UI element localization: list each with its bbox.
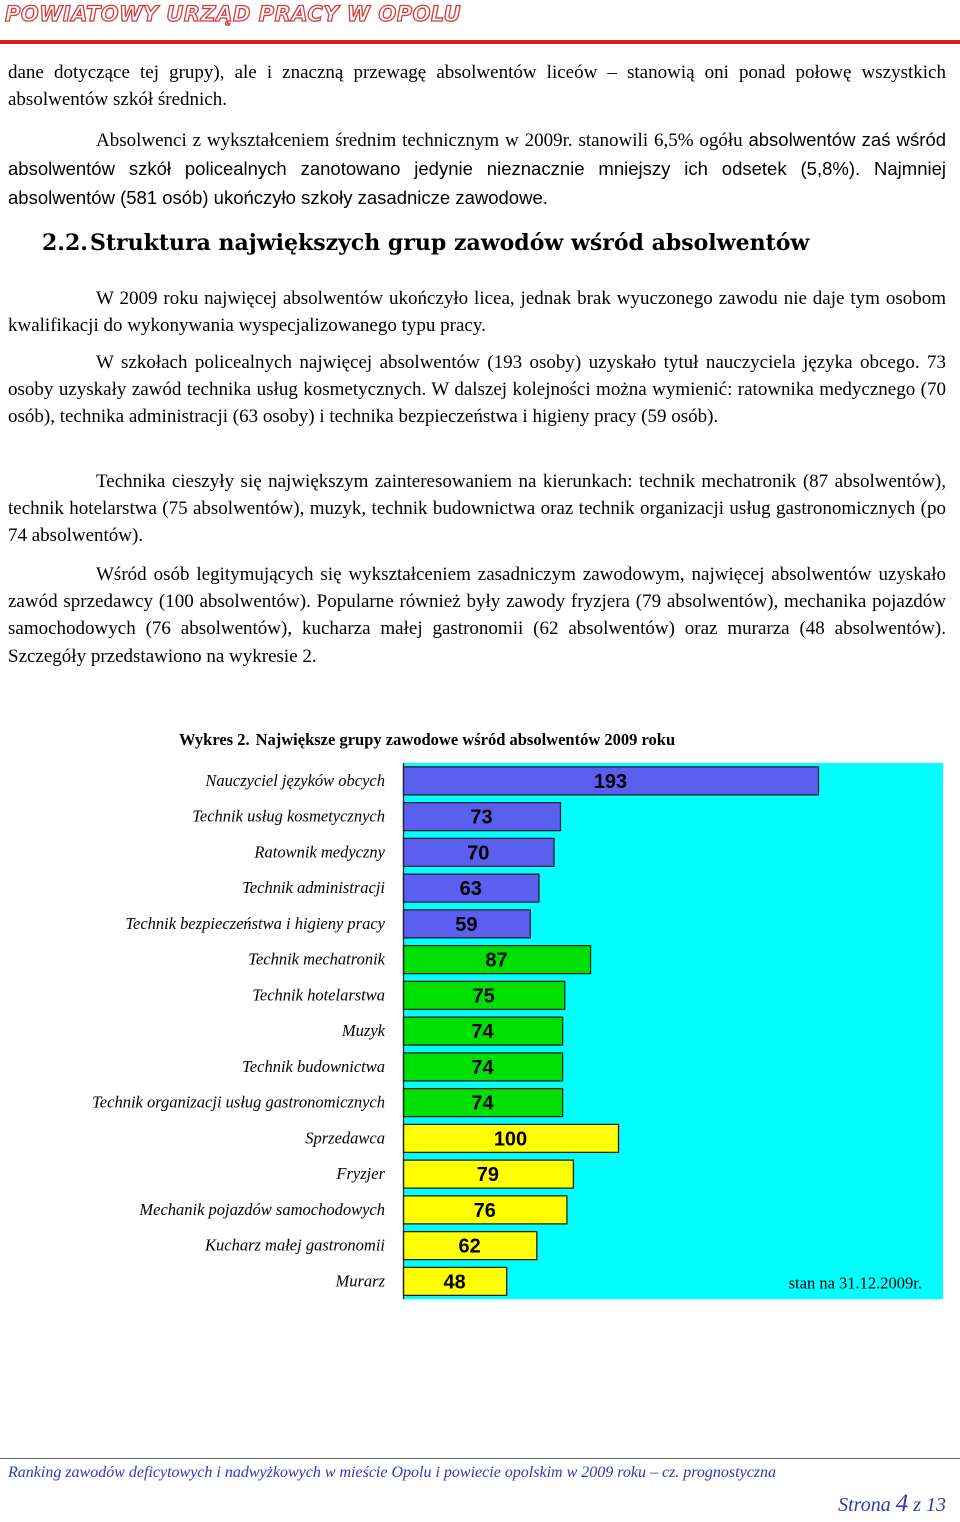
chart-category-label: Technik budownictwa bbox=[242, 1056, 385, 1076]
chart-value-label: 79 bbox=[476, 1164, 500, 1187]
chart-value-label: 74 bbox=[471, 1021, 494, 1044]
chart-caption-title: Największe grupy zawodowe wśród absolwentów 2009 roku bbox=[255, 730, 676, 749]
chart-category-label: Kucharz małej gastronomii bbox=[205, 1235, 385, 1255]
header-rule bbox=[0, 40, 960, 44]
section-number: 2.2. bbox=[42, 230, 88, 256]
chart-value-label: 193 bbox=[593, 770, 628, 793]
chart-category-label: Sprzedawca bbox=[305, 1128, 385, 1148]
chart-category-label: Ratownik medyczny bbox=[254, 842, 385, 862]
chart-value-label: 76 bbox=[473, 1199, 496, 1222]
chart-category-label: Technik mechatronik bbox=[248, 949, 385, 969]
chart-value-label: 75 bbox=[472, 985, 495, 1008]
paragraph-3: W 2009 roku najwięcej absolwentów ukończyło licea, jednak brak wyuczonego zawodu nie daje tym osobom kwalifikacji do wykonywania wyspecjalizowanego typu pracy. bbox=[8, 288, 946, 337]
chart-value-label: 48 bbox=[443, 1271, 466, 1294]
bar-chart bbox=[0, 755, 960, 1305]
page-mid: z bbox=[913, 1494, 921, 1516]
chart-category-label: Nauczyciel języków obcych bbox=[205, 770, 385, 790]
chart-category-label: Technik usług kosmetycznych bbox=[192, 806, 385, 826]
paragraph-5: Technika cieszyły się największym zainteresowaniem na kierunkach: technik mechatronik (87 absolwentów), technik hotelarstwa (75 absolwentów), muzyk, technik budownictwa oraz technik organizacji usług gastronomicznych (po 74 absolwentów). bbox=[8, 471, 946, 547]
chart-value-label: 74 bbox=[471, 1092, 494, 1115]
page-number bbox=[838, 1490, 946, 1518]
footer-text: Ranking zawodów deficytowych i nadwyżkowych w mieście Opolu i powiecie opolskim w 2009 roku – cz. prognostyczna bbox=[8, 1464, 777, 1481]
chart-value-label: 62 bbox=[458, 1235, 481, 1258]
page-prefix: Strona bbox=[838, 1494, 891, 1516]
chart-value-label: 59 bbox=[455, 913, 478, 936]
paragraph-2 bbox=[8, 125, 946, 213]
chart-category-label: Murarz bbox=[335, 1271, 385, 1291]
chart-category-label: Technik administracji bbox=[242, 878, 385, 898]
chart-category-label: Fryzjer bbox=[336, 1164, 385, 1184]
header-title: POWIATOWY URZĄD PRACY W OPOLU bbox=[5, 2, 462, 26]
chart-category-label: Muzyk bbox=[341, 1021, 385, 1041]
chart-category-label: Mechanik pojazdów samochodowych bbox=[139, 1199, 385, 1219]
chart-value-label: 73 bbox=[470, 806, 493, 829]
paragraph-1: dane dotyczące tej grupy), ale i znaczną przewagę absolwentów liceów – stanowią oni ponad połowę wszystkich absolwentów szkół średnich. bbox=[8, 62, 946, 111]
footer-rule bbox=[0, 1458, 960, 1459]
chart-caption-label: Wykres 2. bbox=[179, 730, 250, 749]
section-heading bbox=[42, 230, 809, 256]
section-title: Struktura największych grup zawodów wśród absolwentów bbox=[89, 230, 810, 256]
chart-note: stan na 31.12.2009r. bbox=[788, 1273, 922, 1293]
paragraph-2-sans: absolwentów zaś wśród absolwentów szkół policealnych zanotowano jedynie nieznacznie mniejszy ich odsetek (5,8%). Najmniej absolwentów (581 osób) ukończyło szkoły zasadnicze zawodowe. bbox=[8, 129, 947, 209]
chart-category-label: Technik hotelarstwa bbox=[252, 985, 385, 1005]
paragraph-2-serif: Absolwenci z wykształceniem średnim technicznym w 2009r. stanowili 6,5% ogółu bbox=[96, 130, 743, 151]
paragraph-4: W szkołach policealnych najwięcej absolwentów (193 osoby) uzyskało tytuł nauczyciela języka obcego. 73 osoby uzyskały zawód technika usług kosmetycznych. W dalszej kolejności można wymienić: ratownika medycznego (70 osób), technika administracji (63 osoby) i technika bezpieczeństwa i higieny pracy (59 osób). bbox=[8, 352, 946, 428]
chart-value-label: 87 bbox=[485, 949, 508, 972]
chart-caption bbox=[179, 730, 675, 750]
page-current: 4 bbox=[895, 1490, 909, 1517]
paragraph-6: Wśród osób legitymujących się wykształceniem zasadniczym zawodowym, najwięcej absolwentów uzyskało zawód sprzedawcy (100 absolwentów). Popularne również były zawody fryzjera (79 absolwentów), mechanika pojazdów samochodowych (76 absolwentów), kucharza małej gastronomii (62 absolwentów) oraz murarza (48 absolwentów). Szczegóły przedstawiono na wykresie 2. bbox=[8, 564, 946, 667]
chart-value-label: 100 bbox=[493, 1128, 528, 1151]
chart-value-label: 74 bbox=[471, 1056, 494, 1079]
chart-value-label: 63 bbox=[459, 878, 482, 901]
chart-value-label: 70 bbox=[467, 842, 490, 865]
page-total: 13 bbox=[926, 1494, 946, 1516]
chart-category-label: Technik organizacji usług gastronomicznych bbox=[92, 1092, 385, 1112]
chart-category-label: Technik bezpieczeństwa i higieny pracy bbox=[125, 913, 385, 933]
